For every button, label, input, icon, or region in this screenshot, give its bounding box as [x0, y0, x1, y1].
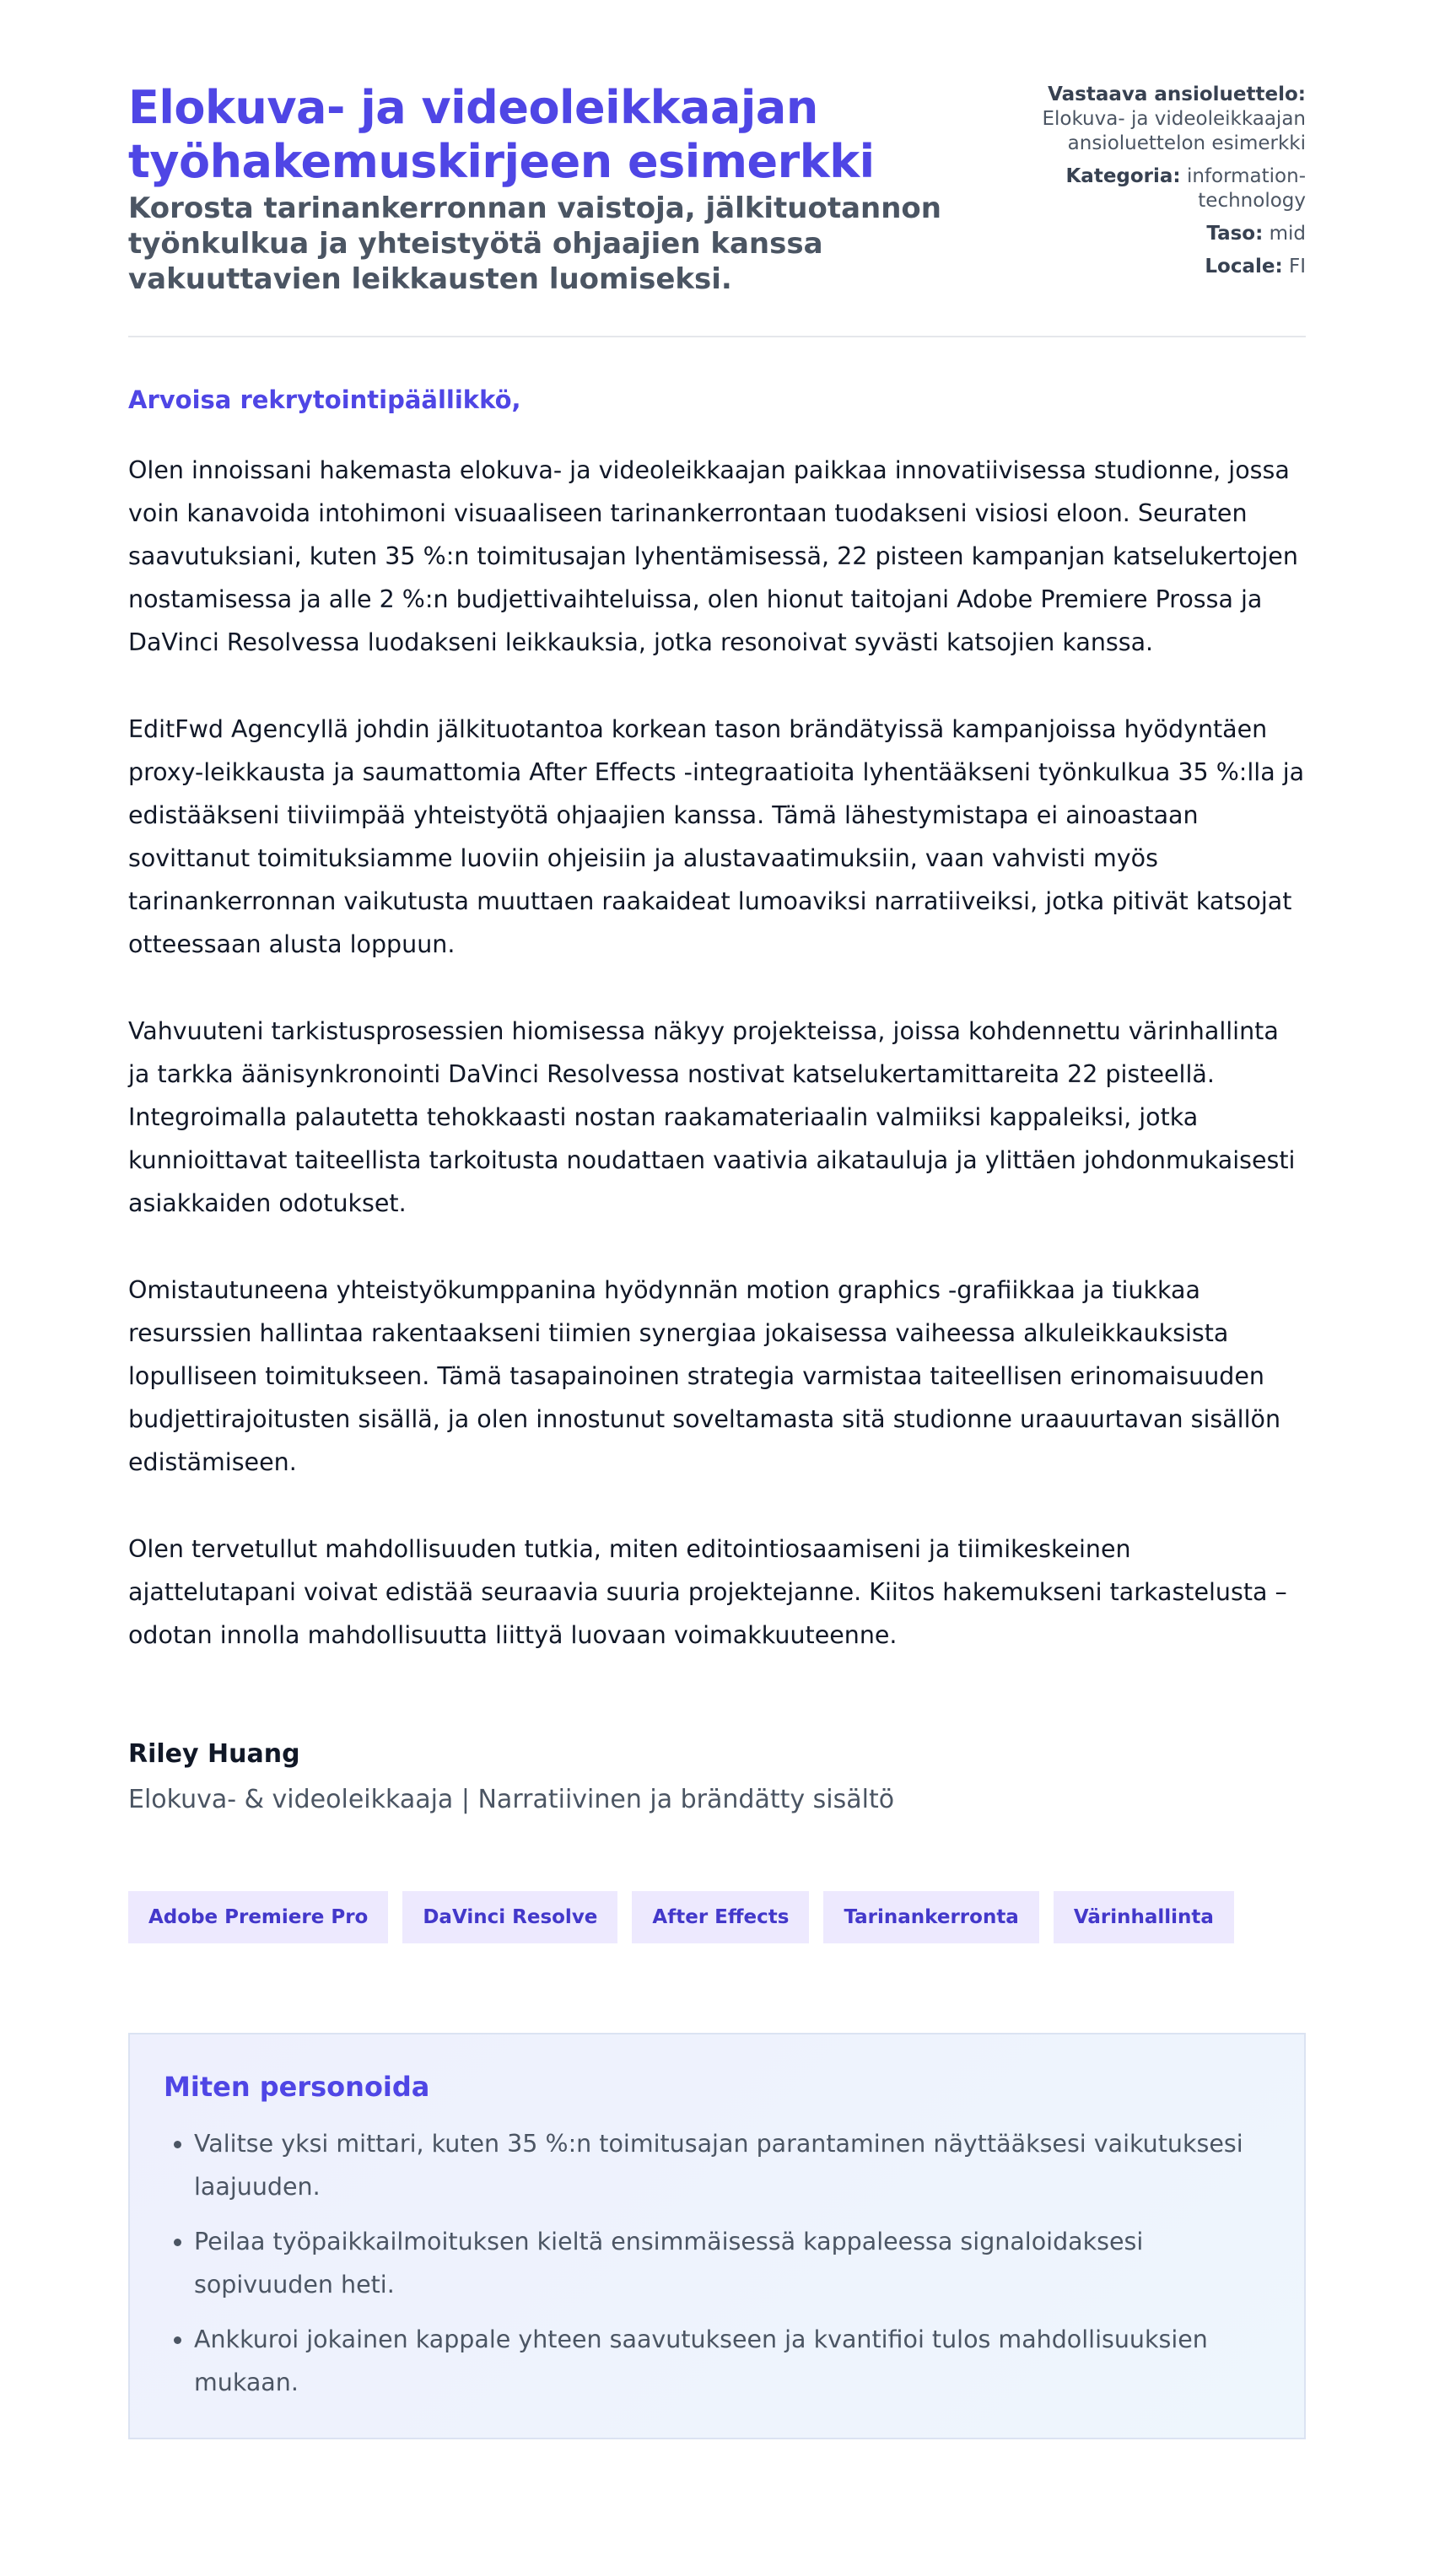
tips-list — [164, 2122, 1270, 2404]
letter-paragraph: Olen innoissani hakemasta elokuva- ja videoleikkaajan paikkaa innovatiivisessa studionne, jossa voin kanavoida intohimoni visuaaliseen tarinankerrontaan tuodakseni visiosi eloon. Seuraten saavutuksiani, kuten 35 %:n toimitusajan lyhentämisessä, 22 pisteen kampanjan katselukertojen nostamisessa ja alle 2 %:n budjettivaihteluissa, olen hionut taitojani Adobe Premiere Prossa ja DaVinci Resolvessa luodakseni leikkauksia, jotka resonoivat syvästi katsojien kanssa. — [128, 456, 1298, 656]
letter-body — [128, 337, 1306, 1657]
letter-paragraph: Vahvuuteni tarkistusprosessien hiomisessa näkyy projekteissa, joissa kohdennettu värinhallinta ja tarkka äänisynkronointi DaVinci Resolvessa nostivat katselukertamittareita 22 pisteellä. Integroimalla palautetta tehokkaasti nostan raakamateriaalin valmiiksi kappaleiksi, jotka kunnioittavat taiteellista tarkoitusta noudattaen vaativia aikatauluja ja ylittäen johdonmukaisesti asiakkaiden odotukset. — [128, 1017, 1296, 1217]
letter-paragraph: Olen tervetullut mahdollisuuden tutkia, miten editointiosaamiseni ja tiimikeskeinen ajattelutapani voivat edistää seuraavia suuria projektejanne. Kiitos hakemukseni tarkastelusta – odotan innolla mahdollisuutta liittyä luovaan voimakkuuteenne. — [128, 1535, 1287, 1649]
meta-category-value: information-technology — [1186, 165, 1306, 212]
skill-tag: Tarinankerronta — [823, 1891, 1038, 1943]
page-subtitle: Korosta tarinankerronnan vaistoja, jälkituotannon työnkulkua ja yhteistyötä ohjaajien kanssa vakuuttavien leikkausten luomiseksi. — [128, 191, 941, 296]
meta-locale-label: Locale: — [1205, 256, 1283, 278]
letter-paragraph: EditFwd Agencyllä johdin jälkituotantoa korkean tason brändätyissä kampanjoissa hyödyntäen proxy-leikkausta ja saumattomia After Effects -integraatioita lyhentääkseni työnkulkua 35 %:lla ja edistääkseni tiiviimpää yhteistyötä ohjaajien kanssa. Tämä lähestymistapa ei ainoastaan sovittanut toimituksiamme luoviin ohjeisiin ja alustavaatimuksiin, vaan vahvisti myös tarinankerronnan vaikutusta muuttaen raakaideat lumoaviksi narratiiveiksi, jotka pitivät katsojat otteessaan alusta loppuun. — [128, 715, 1305, 958]
title-block — [128, 81, 972, 297]
tip-item: • Valitse yksi mittari, kuten 35 %:n toimitusajan parantaminen näyttääksesi vaikutuksesi laajuuden. — [194, 2122, 1270, 2208]
meta-resume-label: Vastaava ansioluettelo: — [1048, 84, 1306, 105]
tip-item: • Ankkuroi jokainen kappale yhteen saavutukseen ja kvantifioi tulos mahdollisuuksien mukaan. — [194, 2318, 1270, 2404]
meta-level-label: Taso: — [1206, 223, 1264, 245]
page-title: Elokuva- ja videoleikkaajan työhakemuskirjeen esimerkki — [128, 81, 875, 188]
skill-tag: DaVinci Resolve — [402, 1891, 617, 1943]
page-header — [128, 81, 1306, 337]
meta-category-label: Kategoria: — [1065, 165, 1181, 187]
meta-resume-value: Elokuva- ja videoleikkaajan ansioluettelon esimerkki — [1042, 108, 1306, 154]
meta-level-value: mid — [1269, 223, 1306, 245]
meta-locale-value: FI — [1288, 256, 1306, 278]
salutation: Arvoisa rekrytointipäällikkö, — [128, 385, 521, 414]
signature-role: Elokuva- & videoleikkaaja | Narratiivinen ja brändätty sisältö — [128, 1785, 895, 1814]
skill-tag: Adobe Premiere Pro — [128, 1891, 388, 1943]
meta-level — [1019, 222, 1306, 246]
meta-resume — [1019, 83, 1306, 156]
personalization-tips — [128, 2033, 1306, 2439]
skill-tag: Värinhallinta — [1054, 1891, 1234, 1943]
signature-name: Riley Huang — [128, 1739, 300, 1769]
meta-category — [1019, 164, 1306, 213]
skill-tag: After Effects — [632, 1891, 809, 1943]
tips-title: Miten personoida — [164, 2071, 430, 2103]
tip-item: • Peilaa työpaikkailmoituksen kieltä ensimmäisessä kappaleessa signaloidaksesi sopivuuden heti. — [194, 2220, 1270, 2306]
letter-paragraph: Omistautuneena yhteistyökumppanina hyödynnän motion graphics -grafiikkaa ja tiukkaa resurssien hallintaa rakentaakseni tiimien synergiaa jokaisessa vaiheessa alkuleikkauksista lopulliseen toimitukseen. Tämä tasapainoinen strategia varmistaa taiteellisen erinomaisuuden budjettirajoitusten sisällä, ja olen innostunut soveltamasta sitä studionne uraauurtavan sisällön edistämiseen. — [128, 1276, 1281, 1476]
signature-block — [128, 1700, 1306, 1817]
meta-panel — [1019, 81, 1306, 288]
meta-locale — [1019, 255, 1306, 279]
skill-tags — [128, 1891, 1306, 1943]
